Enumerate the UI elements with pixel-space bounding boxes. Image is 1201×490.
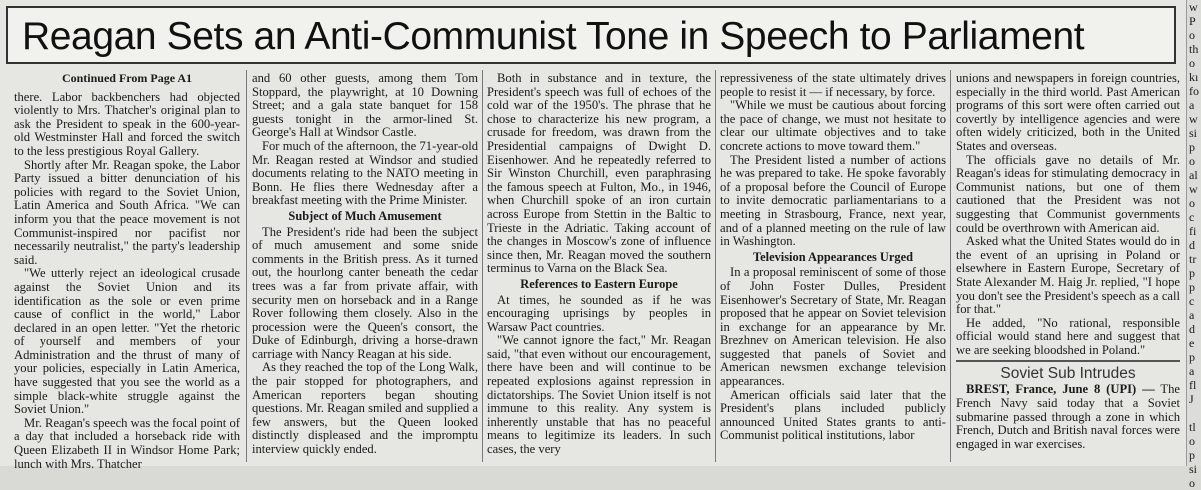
edge-fragment: o [1189,154,1195,168]
edge-fragment: c [1189,294,1195,308]
edge-fragment: p [1189,140,1195,154]
edge-fragment: th [1189,42,1199,56]
paragraph: "While we must be cautious about forcing the pace of change, we must not hesitate to clear our ultimate objectives and to take concrete actions to move toward them." [720,98,946,153]
paragraph: and 60 other guests, among them Tom Stoppard, the playwright, at 10 Downing Street; and a gala state banquet for 158 guests tonight in the armor-lined St. George's Hall at Windsor Castle. [252,71,478,140]
headline: Reagan Sets an Anti-Communist Tone in Speech to Parliament [22,15,1085,58]
edge-fragment: p [1189,448,1195,462]
paragraph: At times, he sounded as if he was encouraging uprisings by peoples in Warsaw Pact countries. [487,292,711,334]
article-column-2 [252,72,478,462]
edge-fragment: o [1189,56,1195,70]
column-rule [715,70,716,462]
article-column-5 [956,72,1180,462]
subheading: Television Appearances Urged [753,249,913,264]
edge-fragment: si [1189,126,1198,140]
edge-fragment [1187,406,1201,420]
edge-fragment: fl [1189,378,1197,392]
paragraph: Shortly after Mr. Reagan spoke, the Labor Party issued a bitter denunciation of his policies with regard to the Soviet Union, Latin America and South Africa. "We can inform you that the peace movement is not Communist-inspired nor pacifist nor necessarily neutralist," the party's leadership said. [14,157,240,267]
column-rule [950,70,951,462]
edge-fragment: fi [1189,224,1197,238]
headline-box [6,6,1176,64]
article-column-4 [720,72,946,462]
edge-fragment: o [1189,434,1195,448]
edge-fragment: si [1189,462,1198,476]
edge-fragment: w [1189,0,1198,14]
edge-fragment: o [1189,28,1195,42]
paragraph: repressiveness of the state ultimately drives people to resist it — if necessary, by force. [720,71,946,99]
paragraph: In a proposal reminiscent of some of those of John Foster Dulles, President Eisenhower's Secretary of State, Mr. Reagan proposed that he appear on Soviet television in exchange for an appearance by Mr. Brezhnev on American television. He also suggested that panels of Soviet and American newsmen exchange television appearances. [720,265,946,389]
edge-fragment: a [1189,98,1195,112]
edge-fragment: e [1189,336,1195,350]
edge-fragment: w [1189,182,1198,196]
paragraph: American officials said later that the President's plans included publicly announced United States grants to anti-Communist political institutions, labor [720,387,946,443]
paragraph: Mr. Reagan's speech was the focal point of a day that included a horseback ride with Queen Elizabeth II in Windsor Home Park; lunch with Mrs. Thatcher [14,415,240,471]
column-rule [482,70,483,462]
article-column-3 [487,72,711,462]
edge-fragment: o [1189,196,1195,210]
edge-fragment: P [1189,14,1196,28]
edge-fragment: w [1189,112,1198,126]
edge-fragment: a [1189,364,1195,378]
subheading: References to Eastern Europe [520,276,678,291]
paragraph: As they reached the top of the Long Walk, the pair stopped for photographers, and American reporters began shouting questions. Mr. Reagan smiled and supplied a few answers, but the Queen looked distinctly displeased and the impromptu interview quickly ended. [252,360,478,457]
article-column-1 [14,71,240,471]
edge-fragment: c [1189,210,1195,224]
edge-fragment: d [1189,238,1195,252]
continued-line: Continued From Page A1 [61,71,193,85]
edge-fragment: d [1189,322,1195,336]
paragraph: The President listed a number of actions he was prepared to take. He spoke favorably of a proposal before the Council of Europe to invite democratic parliamentarians to a meeting in Strasbourg, France, next year, and of a planned meeting on the rule of law in Washington. [720,152,946,249]
paragraph: The French Navy said today that a Soviet submarine passed through a zone in which French, Dutch and British naval forces were engaged in war exercises. [956,382,1181,451]
paragraph: there. Labor backbenchers had objected violently to Mrs. Thatcher's original plan to ask the President to speak in the 600-year-old Westminster Hall and forced the switch to the less prestigious Royal Gallery. [14,89,240,158]
paragraph: Asked what the United States would do in the event of an uprising in Poland or elsewhere in Eastern Europe, Secretary of State Alexander M. Haig Jr. replied, "I hope you don't see the President's speech as a call for that." [956,234,1180,317]
paragraph: unions and newspapers in foreign countries, especially in the third world. Past American programs of this sort were often carried out covertly by intelligence agencies and were often widely criticized, both in the United States and overseas. [956,71,1180,153]
edge-fragment: tl [1189,420,1196,434]
edge-fragment: a [1189,308,1195,322]
paragraph: For much of the afternoon, the 71-year-old Mr. Reagan rested at Windsor and studied documents relating to the NATO meeting in Bonn. He flies there Wednesday after a breakfast meeting with the Prime Minister. [252,138,478,208]
edge-fragment: fo [1189,84,1199,98]
paragraph: He added, "No rational, responsible official would stand here and suggest that we are seeking bloodshed in Poland." [956,315,1180,357]
sidebar-story-heading: Soviet Sub Intrudes [956,360,1180,383]
column-rule [246,70,247,462]
edge-fragment: o [1189,476,1195,490]
adjacent-column-fragment [1186,0,1201,490]
subheading: Subject of Much Amusement [288,208,442,223]
dateline: BREST, France, June 8 (UPI) — [966,382,1155,397]
paragraph: Both in substance and in texture, the President's speech was full of echoes of the cold war of the 1950's. The phrase that he chose to characterize his new program, a crusade for freedom, was drawn from the Presidential campaigns of Dwight D. Eisenhower. And he repeatedly referred to Sir Winston Churchill, even paraphrasing the famous speech at Fulton, Mo., in 1946, when Churchill spoke of an iron curtain across Europe from Stettin in the Baltic to Trieste in the Adriatic. Taking account of the changes in Moscow's zone of influence since then, Mr. Reagan moved the southern terminus to Varna on the Black Sea. [487,71,711,276]
edge-fragment: kı [1189,70,1199,84]
paragraph: The officials gave no details of Mr. Reagan's ideas for stimulating democracy in Communist nations, but one of them cautioned that the President was not suggesting that Communist governments could be overthrown with American aid. [956,152,1180,235]
paragraph: "We cannot ignore the fact," Mr. Reagan said, "that even without our encouragement, there have been and will continue to be repeated explosions against repression in dictatorships. The Soviet Union itself is not immune to this reality. Any system is inherently unstable that has no peaceful means to legitimize its leaders. In such cases, the very [487,333,711,457]
edge-fragment: p [1189,266,1195,280]
edge-fragment: J [1189,392,1194,406]
paragraph: The President's ride had been the subject of much amusement and some snide comments in the British press. As it turned out, the hourlong canter beneath the cedar trees was a far from private affair, with security men on horseback and in a Range Rover following them closely. Also in the procession were the Queen's consort, the Duke of Edinburgh, driving a horse-drawn carriage with Nancy Reagan at his side. [252,224,478,361]
edge-fragment: p [1189,350,1195,364]
edge-fragment: p [1189,280,1195,294]
edge-fragment: tr [1189,252,1197,266]
paragraph: "We utterly reject an ideological crusade against the Soviet Union and its identification as the sole or even prime cause of conflict in the world," Labor declared in an open letter. "Yet the rhetoric of yourself and members of your Administration and the thrust of many of your policies, especially in Latin America, have suggested that you see the world as a simple black-white struggle against the Soviet Union." [14,266,240,417]
edge-fragment: al [1189,168,1198,182]
